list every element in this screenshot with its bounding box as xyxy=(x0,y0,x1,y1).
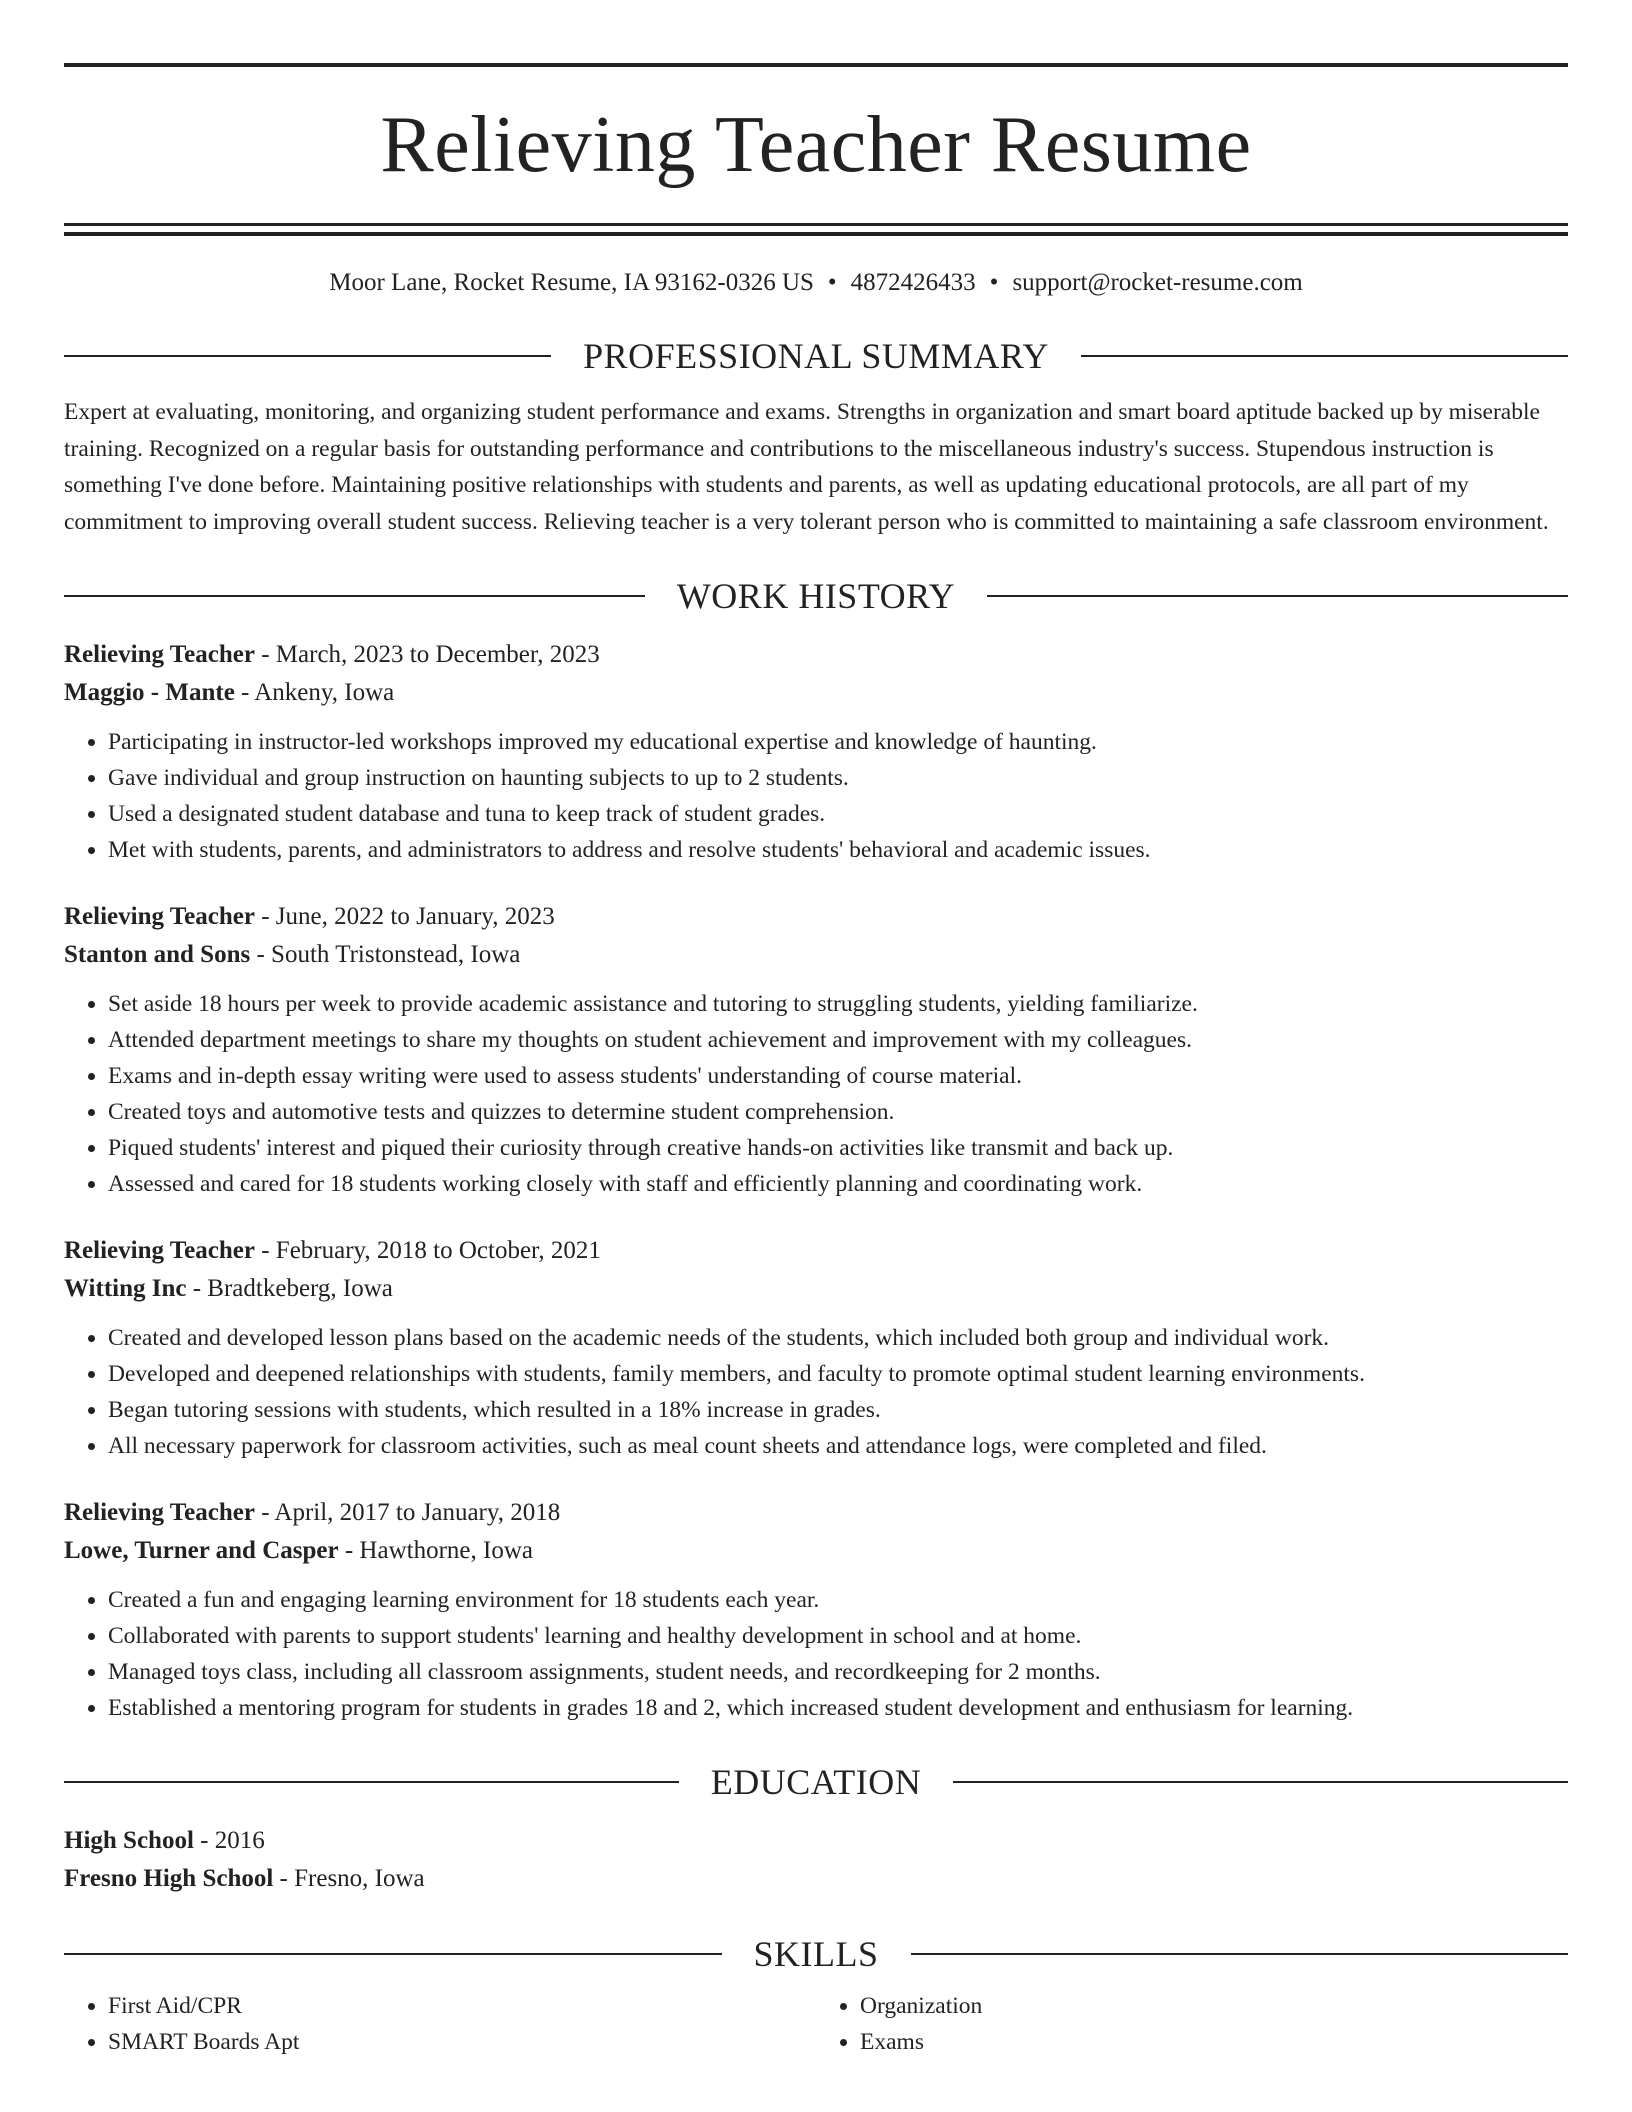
job-dates: - June, 2022 to January, 2023 xyxy=(254,903,555,930)
contact-separator: • xyxy=(827,269,837,296)
job-bullets xyxy=(64,1320,1568,1464)
education-year: - 2016 xyxy=(193,1827,265,1854)
job-company: Lowe, Turner and Casper xyxy=(64,1537,339,1564)
education-heading-label: EDUCATION xyxy=(710,1762,922,1802)
double-rule xyxy=(64,223,1568,236)
summary-heading xyxy=(64,334,1568,378)
job-entry xyxy=(64,636,1568,868)
job-bullet: • Assessed and cared for 18 students working closely with staff and efficiently planning and coordinating work. xyxy=(108,1166,1568,1202)
job-title: Relieving Teacher xyxy=(64,1237,255,1264)
job-bullet: • Gave individual and group instruction on haunting subjects to up to 2 students. xyxy=(108,760,1568,796)
skills-column-left xyxy=(64,1988,816,2060)
job-title-line xyxy=(64,898,1568,936)
contact-email: support@rocket-resume.com xyxy=(1012,269,1303,296)
skills-list xyxy=(64,1988,1568,2060)
job-bullets xyxy=(64,1582,1568,1726)
job-company-line xyxy=(64,674,1568,712)
top-rule xyxy=(64,63,1568,67)
job-title: Relieving Teacher xyxy=(64,903,255,930)
job-title-line xyxy=(64,1232,1568,1270)
resume-page xyxy=(64,0,1568,2060)
work-history-heading-label: WORK HISTORY xyxy=(676,576,956,616)
skill-item: • SMART Boards Apt xyxy=(108,2024,816,2060)
job-bullet: • Created and developed lesson plans based on the academic needs of the students, which included both group and individual work. xyxy=(108,1320,1568,1356)
heading-rule-left xyxy=(64,1953,722,1955)
skill-item: • First Aid/CPR xyxy=(108,1988,816,2024)
job-bullet: • Piqued students' interest and piqued their curiosity through creative hands-on activities like transmit and back up. xyxy=(108,1130,1568,1166)
summary-heading-label: PROFESSIONAL SUMMARY xyxy=(583,336,1049,376)
job-bullet: • Used a designated student database and tuna to keep track of student grades. xyxy=(108,796,1568,832)
education-entry xyxy=(64,1822,1568,1898)
job-company: Stanton and Sons xyxy=(64,941,251,968)
heading-rule-right xyxy=(987,595,1568,597)
job-bullet: • Created a fun and engaging learning environment for 18 students each year. xyxy=(108,1582,1568,1618)
skill-item: • Exams xyxy=(860,2024,1568,2060)
job-dates: - March, 2023 to December, 2023 xyxy=(254,641,600,668)
resume-title: Relieving Teacher Resume xyxy=(380,101,1252,189)
job-bullets xyxy=(64,724,1568,868)
job-company: Witting Inc xyxy=(64,1275,187,1302)
job-location: - Hawthorne, Iowa xyxy=(338,1537,533,1564)
job-company-line xyxy=(64,1270,1568,1308)
education-school: Fresno High School xyxy=(64,1865,274,1892)
job-company: Maggio - Mante xyxy=(64,679,235,706)
heading-rule-right xyxy=(1081,355,1568,357)
job-title-line xyxy=(64,636,1568,674)
job-bullet: • Met with students, parents, and administrators to address and resolve students' behavioral and academic issues. xyxy=(108,832,1568,868)
job-bullet: • Set aside 18 hours per week to provide academic assistance and tutoring to struggling students, yielding familiarize. xyxy=(108,986,1568,1022)
job-dates: - February, 2018 to October, 2021 xyxy=(254,1237,601,1264)
heading-rule-right xyxy=(953,1781,1568,1783)
contact-address: Moor Lane, Rocket Resume, IA 93162-0326 US xyxy=(329,269,814,296)
heading-rule-left xyxy=(64,355,551,357)
skills-heading-label: SKILLS xyxy=(753,1934,879,1974)
job-entry xyxy=(64,898,1568,1202)
job-bullet: • Developed and deepened relationships with students, family members, and faculty to promote optimal student learning environments. xyxy=(108,1356,1568,1392)
job-company-line xyxy=(64,936,1568,974)
job-bullet: • Began tutoring sessions with students, which resulted in a 18% increase in grades. xyxy=(108,1392,1568,1428)
skills-heading xyxy=(64,1932,1568,1976)
skill-item: • Organization xyxy=(860,1988,1568,2024)
contact-separator: • xyxy=(989,269,999,296)
job-bullet: • Managed toys class, including all classroom assignments, student needs, and recordkeeping for 2 months. xyxy=(108,1654,1568,1690)
job-location: - Ankeny, Iowa xyxy=(234,679,395,706)
job-location: - Bradtkeberg, Iowa xyxy=(186,1275,393,1302)
job-title-line xyxy=(64,1494,1568,1532)
summary-text: Expert at evaluating, monitoring, and organizing student performance and exams. Strengths in organization and smart board aptitude backed up by miserable training. Recognized on a regular basis for outstanding performance and contributions to the miscellaneous industry's success. Stupendous instruction is something I've done before. Maintaining positive relationships with students and parents, as well as updating educational protocols, are all part of my commitment to improving overall student success. Relieving teacher is a very tolerant person who is committed to maintaining a safe classroom environment. xyxy=(64,399,1549,535)
job-bullet: • Attended department meetings to share my thoughts on student achievement and improvement with my colleagues. xyxy=(108,1022,1568,1058)
education-degree-line xyxy=(64,1822,1568,1860)
education-degree: High School xyxy=(64,1827,194,1854)
contact-line xyxy=(64,266,1568,300)
job-company-line xyxy=(64,1532,1568,1570)
job-title: Relieving Teacher xyxy=(64,1499,255,1526)
education-heading xyxy=(64,1760,1568,1804)
work-history-heading xyxy=(64,574,1568,618)
heading-rule-right xyxy=(911,1953,1569,1955)
job-dates: - April, 2017 to January, 2018 xyxy=(254,1499,561,1526)
heading-rule-left xyxy=(64,1781,679,1783)
heading-rule-left xyxy=(64,595,645,597)
contact-phone: 4872426433 xyxy=(850,269,976,296)
job-bullet: • Participating in instructor-led workshops improved my educational expertise and knowledge of haunting. xyxy=(108,724,1568,760)
education-location: - Fresno, Iowa xyxy=(273,1865,425,1892)
job-bullets xyxy=(64,986,1568,1202)
job-title: Relieving Teacher xyxy=(64,641,255,668)
job-bullet: • Created toys and automotive tests and quizzes to determine student comprehension. xyxy=(108,1094,1568,1130)
job-bullet: • Collaborated with parents to support students' learning and healthy development in school and at home. xyxy=(108,1618,1568,1654)
job-entry xyxy=(64,1232,1568,1464)
job-bullet: • Established a mentoring program for students in grades 18 and 2, which increased student development and enthusiasm for learning. xyxy=(108,1690,1568,1726)
education-school-line xyxy=(64,1860,1568,1898)
job-location: - South Tristonstead, Iowa xyxy=(250,941,521,968)
skills-column-right xyxy=(816,1988,1568,2060)
job-bullet: • All necessary paperwork for classroom activities, such as meal count sheets and attendance logs, were completed and filed. xyxy=(108,1428,1568,1464)
job-entry xyxy=(64,1494,1568,1726)
job-bullet: • Exams and in-depth essay writing were used to assess students' understanding of course material. xyxy=(108,1058,1568,1094)
